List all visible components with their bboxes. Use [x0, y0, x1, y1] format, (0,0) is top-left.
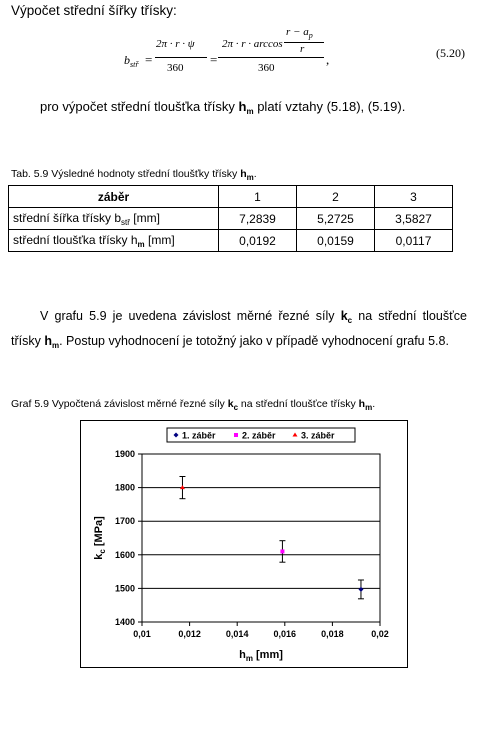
- table-row: [9, 230, 453, 252]
- fraction1-denominator: 360: [167, 62, 184, 74]
- data-point: [280, 549, 284, 553]
- fraction2-bar: [218, 57, 324, 58]
- fraction2-denominator: 360: [258, 62, 275, 74]
- fraction2-numerator-prefix: 2π · r · arccos: [222, 38, 283, 50]
- x-tick-label: 0,016: [273, 629, 297, 639]
- equation-lhs: $b_{stř}$: [124, 53, 139, 69]
- section-heading: Výpočet střední šířky třísky:: [11, 3, 177, 18]
- paragraph-1: pro výpočet střední tloušťka třísky $h_m$ platí vztahy (5.18), (5.19).: [40, 99, 406, 116]
- value-cell: 0,0192: [219, 230, 297, 252]
- row-label-cell: střední šířka třísky $b_{stř}$ [mm]: [9, 208, 219, 230]
- value-cell: 3,5827: [375, 208, 453, 230]
- y-tick-label: 1400: [114, 617, 135, 627]
- equation-tail: ,: [326, 52, 330, 67]
- y-tick-label: 1500: [114, 583, 135, 594]
- plot-area: [142, 454, 380, 622]
- equals-sign: =: [145, 52, 153, 67]
- row-label-cell: střední tloušťka třísky $h_m$ [mm]: [9, 230, 219, 252]
- x-tick-label: 0,012: [178, 629, 201, 639]
- body-paragraph: V grafu 5.9 je uvedena závislost měrné řezné síly $k_c$ na střední tloušťce třísky $h_m$. Postup vyhodnocení je totožný jako v případě vyhodnocení grafu 5.8.: [11, 309, 467, 350]
- x-tick-label: 0,01: [133, 629, 151, 639]
- value-cell: 7,2839: [219, 208, 297, 230]
- fraction1-numerator: 2π · r · ψ: [156, 38, 195, 50]
- legend-label: 2. záběr: [242, 430, 276, 441]
- value-cell: 0,0117: [375, 230, 453, 252]
- equals-sign-2: =: [210, 52, 218, 67]
- x-tick-label: 0,014: [225, 629, 249, 639]
- y-tick-label: 1600: [114, 549, 135, 560]
- table-header-row: [9, 186, 453, 208]
- header-label-cell: záběr: [9, 186, 219, 208]
- legend-label: 1. záběr: [182, 430, 216, 441]
- legend-label: 3. záběr: [301, 430, 335, 441]
- x-axis-title: $h_m$ [mm]: [239, 649, 283, 663]
- equation-number: (5.20): [436, 46, 465, 60]
- y-tick-label: 1900: [114, 449, 135, 459]
- inner-fraction-numerator: $r - a_p$: [286, 26, 313, 40]
- header-cell: 3: [375, 186, 453, 208]
- value-cell: 0,0159: [297, 230, 375, 252]
- chart-caption: Graf 5.9 Vypočtená závislost měrné řezné síly $k_c$ na střední tloušťce třísky $h_m$.: [11, 398, 376, 412]
- fraction1-bar: [155, 57, 207, 58]
- x-tick-label: 0,018: [321, 629, 344, 639]
- x-tick-label: 0,02: [371, 629, 389, 639]
- equation-5-20: [0, 0, 484, 95]
- value-cell: 5,2725: [297, 208, 375, 230]
- table-row: [9, 208, 453, 230]
- header-cell: 2: [297, 186, 375, 208]
- y-tick-label: 1800: [114, 482, 135, 493]
- header-cell: 1: [219, 186, 297, 208]
- inner-fraction-denominator: r: [300, 43, 305, 55]
- results-table: [8, 185, 453, 252]
- y-tick-label: 1700: [114, 516, 135, 527]
- legend-marker: [234, 433, 238, 437]
- table-caption: Tab. 5.9 Výsledné hodnoty střední tloušťky třísky $h_m$.: [11, 168, 257, 182]
- chart: [80, 420, 408, 668]
- y-axis-title: $k_c$ [MPa]: [93, 516, 107, 560]
